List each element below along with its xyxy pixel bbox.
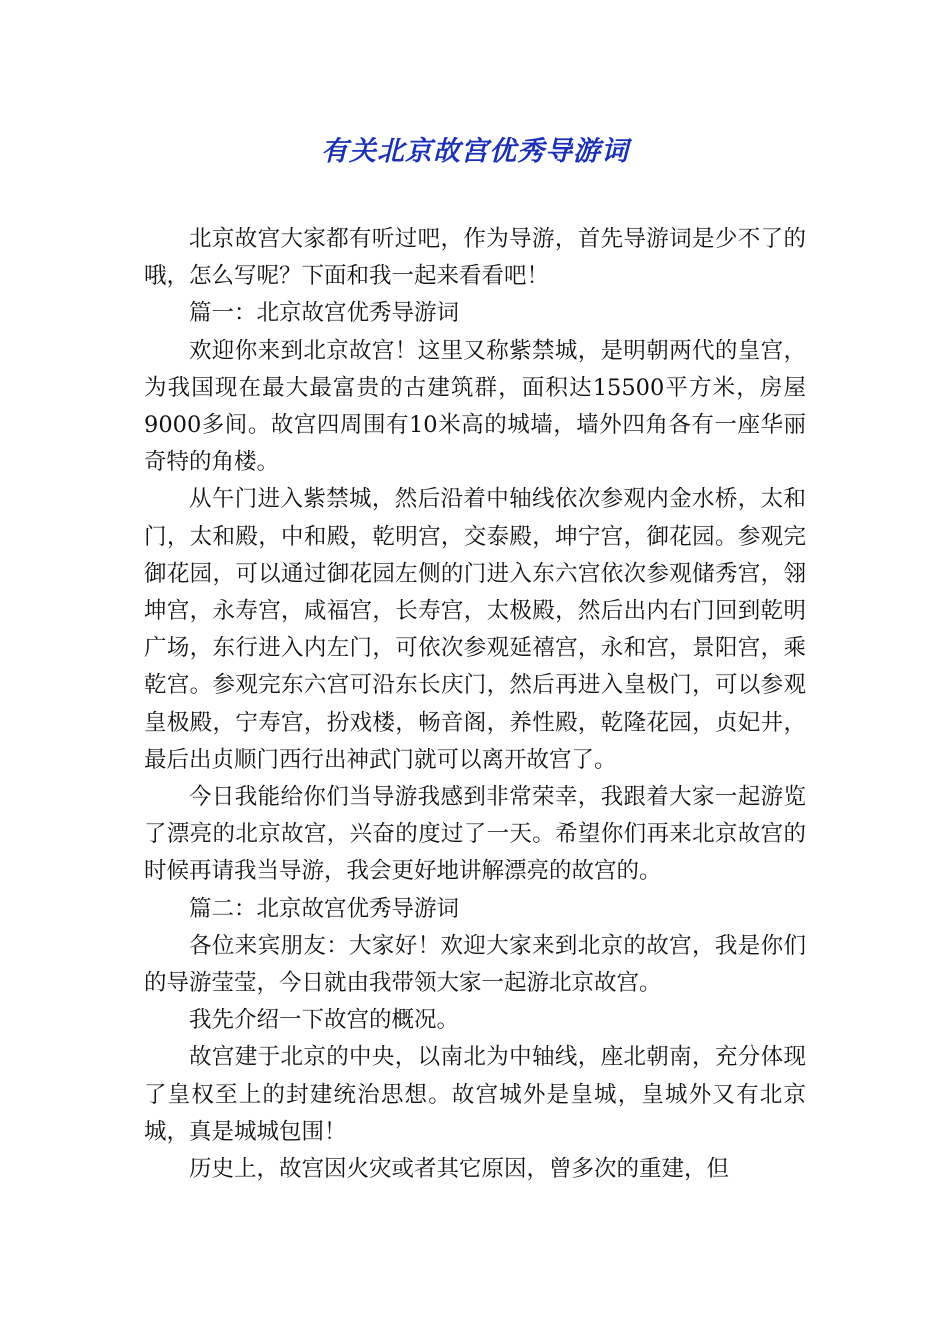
document-body [144, 221, 806, 1188]
section-heading-2: 篇二：北京故宫优秀导游词 [189, 895, 460, 922]
paragraph: 故宫建于北京的中央，以南北为中轴线，座北朝南，充分体现了皇权至上的封建统治思想。故宫城外是皇城，皇城外又有北京城，真是城城包围！ [144, 1044, 806, 1145]
paragraph: 各位来宾朋友：大家好！欢迎大家来到北京的故宫，我是你们的导游莹莹，今日就由我带领大家一起游北京故宫。 [144, 932, 806, 997]
section-heading-1: 篇一：北京故宫优秀导游词 [189, 300, 460, 327]
paragraph: 我先介绍一下故宫的概况。 [189, 1007, 460, 1034]
document-title: 有关北京故宫优秀导游词 [321, 136, 629, 167]
paragraph: 从午门进入紫禁城，然后沿着中轴线依次参观内金水桥，太和门，太和殿，中和殿，乾明宫，交泰殿，坤宁宫，御花园。参观完御花园，可以通过御花园左侧的门进入东六宫依次参观储秀宫，翎坤宫，永寿宫，咸福宫，长寿宫，太极殿，然后出内右门回到乾明广场，东行进入内左门，可依次参观延禧宫，永和宫，景阳宫，乘乾宫。参观完东六宫可沿东长庆门，然后再进入皇极门，可以参观皇极殿，宁寿宫，扮戏楼，畅音阁，养性殿，乾隆花园，贞妃井，最后出贞顺门西行出神武门就可以离开故宫了。 [144, 486, 806, 773]
paragraph-intro: 北京故宫大家都有听过吧，作为导游，首先导游词是少不了的哦，怎么写呢？下面和我一起来看看吧！ [144, 226, 806, 290]
paragraph: 欢迎你来到北京故宫！这里又称紫禁城，是明朝两代的皇宫，为我国现在最大最富贵的古建筑群，面积达15500平方米，房屋9000多间。故宫四周围有10米高的城墙，墙外四角各有一座华丽奇特的角楼。 [144, 337, 806, 476]
paragraph: 今日我能给你们当导游我感到非常荣幸，我跟着大家一起游览了漂亮的北京故宫，兴奋的度过了一天。希望你们再来北京故宫的时候再请我当导游，我会更好地讲解漂亮的故宫的。 [144, 784, 806, 885]
paragraph: 历史上，故宫因火灾或者其它原因，曾多次的重建，但 [189, 1156, 730, 1183]
